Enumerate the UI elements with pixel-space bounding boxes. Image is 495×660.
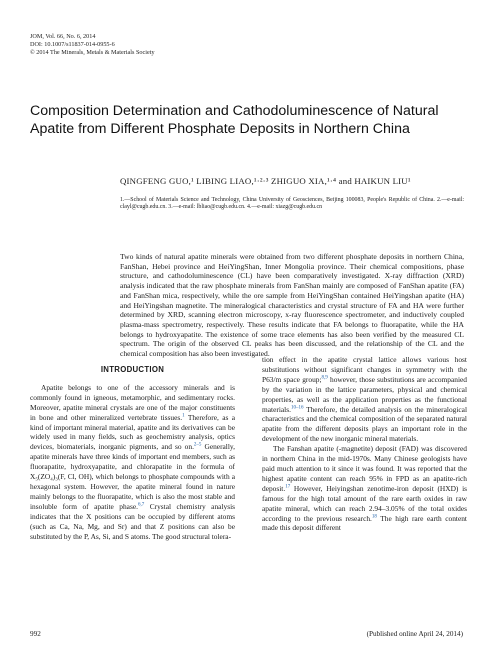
text-run: tion effect in the apatite crystal lattice allows various host substitutions without significant changes in symmetry with the P63/m space group;	[262, 355, 467, 384]
text-run: However, Heiyingshan zenotime-iron deposit (HXD) is famous for the high total amount of the rare earth oxides in raw apatite mineral, which can reach 2.94–3.05% of the total oxides according to the previous research.	[262, 483, 467, 523]
text-run: Crystal chemistry analysis indicates that the X positions can be occupied by different atoms (such as Ca, Na, Mg, and Sr) and that Z positions can also be substituted by the P, As, Si, and S atoms. The good structural tolera-	[30, 501, 235, 541]
citation-ref[interactable]: 8,9	[321, 375, 328, 381]
right-column	[262, 355, 467, 533]
citation-ref[interactable]: 18	[371, 514, 377, 520]
intro-paragraph-1	[30, 383, 235, 542]
journal-header	[30, 33, 155, 57]
abstract-text: Two kinds of natural apatite minerals were obtained from two different phosphate deposits in northern China, FanShan, Hebei province and HeiYingShan, Inner Mongolia province. Their chemical compositions, phase structure, and cathodoluminescence (CL) have been comparatively investigated. X-ray diffraction (XRD) analysis indicated that the raw phosphate minerals from FanShan mainly are composed of FanShan apatite (FA) and FanShan mica, respectively, while the ore sample from HeiYingShan contained HeiYingshan apatite (HA) and HeiYingshan magnetite. The mineralogical characteristics and crystal structure of FA and HA were further determined by XRD, scanning electron microscopy, x-ray fluorescence spectrometer, and inductively coupled plasma-mass spectrometry, respectively. These results indicate that FA belongs to fluorapatite, while the HA belongs to hydroxyapatite. The existence of some trace elements has also been verified by the measured CL spectrum. The origin of the observed CL peaks has been discussed, and the relationship of the CL and the chemical composition has also been investigated.	[120, 252, 464, 359]
text-run: The Fanshan apatite (-magnetite) deposit (FAD) was discovered in northern China in the mid-1970s. Many Chinese geologists have paid much attention to it since it was found. It was reported that the highest apatite content can reach 95% in FPD as an apatite-rich deposit.	[262, 444, 467, 493]
copyright: © 2014 The Minerals, Metals & Materials Society	[30, 49, 155, 56]
text-run: The high rare earth content made this deposit different	[262, 513, 467, 533]
text-run: Therefore, the detailed analysis on the mineralogical characteristics and the chemical composition of the separated natural apatite from the different deposits plays an important role in the development of the new inorganic mineral materials.	[262, 404, 467, 444]
citation-ref[interactable]: 10–16	[290, 405, 304, 411]
author-list: QINGFENG GUO,¹ LIBING LIAO,¹·²·³ ZHIGUO XIA,¹·⁴ and HAIKUN LIU¹	[120, 176, 411, 186]
affiliations: 1.—School of Materials Science and Technology, China University of Geosciences, Beijing 100083, People's Republic of China. 2.—e-mail: clayl@cugb.edu.cn. 3.—e-mail: lbliao@cugb.edu.cn. 4.—e-mail: xiazg@cugb.edu.cn	[120, 197, 464, 211]
text-run: Generally, apatite minerals have three kinds of important end members, such as fluorapatite, hydroxyapatite, and chlorapatite in the formula of X₅(ZO₄)₃(F, Cl, OH), which belongs to phosphate compounds with a hexagonal system. However, the apatite mineral found in nature mainly belongs to the fluorapatite, which is also the most stable and insoluble form of apatite phase.	[30, 442, 235, 511]
abstract	[120, 252, 464, 359]
doi: DOI: 10.1007/s11837-014-0955-6	[30, 41, 115, 48]
publication-date: (Published online April 24, 2014)	[366, 630, 463, 638]
citation-ref[interactable]: 1	[182, 413, 185, 419]
text-run: Therefore, as a kind of important mineral material, apatite and its derivatives can be widely used in many fields, such as geochemistry analysis, optics devices, biomaterials, inorganic pigments, and so on.	[30, 412, 235, 452]
intro-paragraph-1-cont	[262, 355, 467, 444]
citation-ref[interactable]: 2–5	[193, 442, 202, 448]
intro-paragraph-2	[262, 444, 467, 533]
citation-ref[interactable]: 6,7	[137, 502, 145, 508]
page-number: 992	[30, 630, 41, 638]
paper-title: Composition Determination and Cathodoluminescence of Natural Apatite from Different Phosphate Deposits in Northern China	[30, 103, 439, 137]
text-run: Apatite belongs to one of the accessory minerals and is commonly found in igneous, metamorphic, and sedimentary rocks. Moreover, apatite mineral crystals are one of the major constituents in bone and other mineralized vertebrate tissues.	[30, 382, 235, 422]
journal-citation: JOM, Vol. 66, No. 6, 2014	[30, 33, 96, 40]
left-column	[30, 365, 235, 541]
citation-ref[interactable]: 17	[285, 484, 291, 490]
section-heading: INTRODUCTION	[100, 365, 165, 374]
text-run: however, those substitutions are accompanied by the variation in the lattice parameters, physical and chemical properties, as well as the application properties as the functional materials.	[262, 374, 467, 414]
